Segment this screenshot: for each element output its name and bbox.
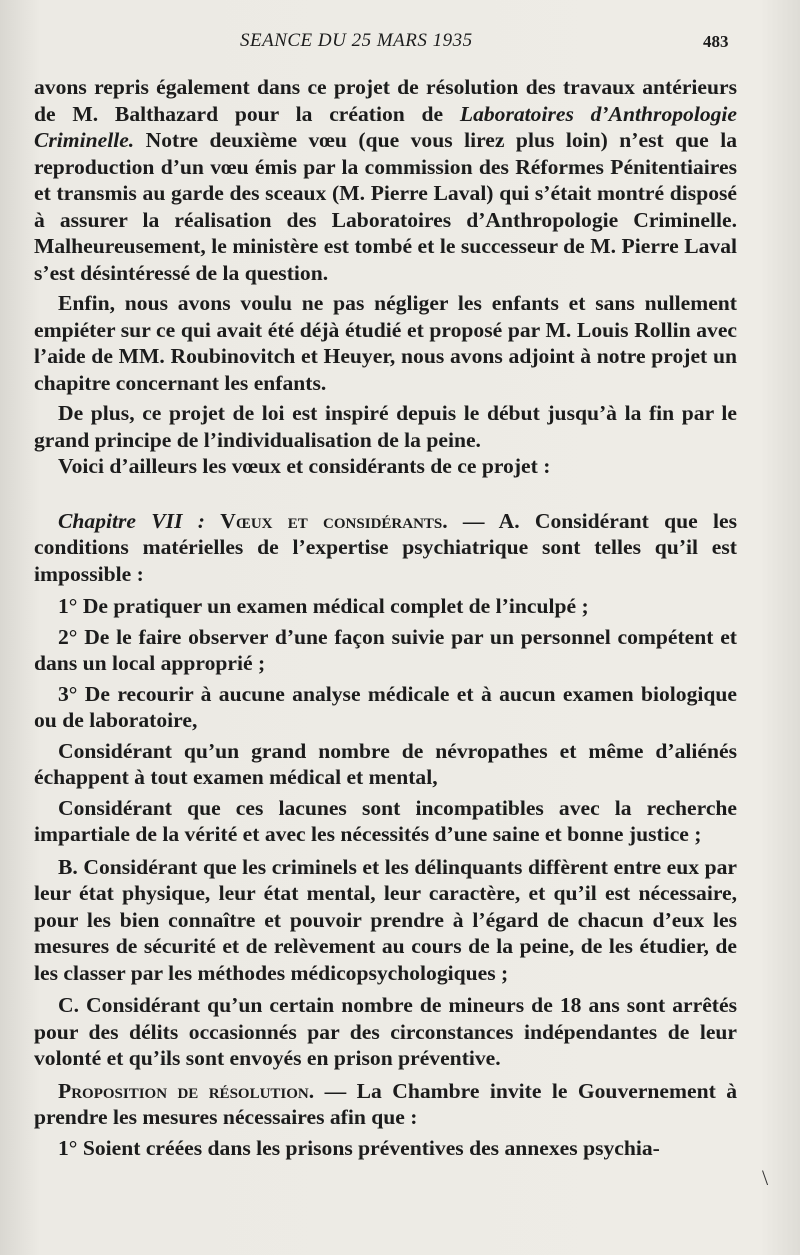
margin-mark: \ [762,1165,769,1190]
paragraph-children: Enfin, nous avons voulu ne pas négliger les enfants et sans nullement empiéter sur ce qui avait été déjà étudié et proposé par M. Louis Rollin avec l’aide de MM. Roubinovitch et Heuyer, nous avons adjoint à notre projet un chapitre concernant les enfants. [34,291,737,395]
section-c: C. Considérant qu’un certain nombre de mineurs de 18 ans sont arrêtés pour des délits occasionnés par des circonstances indépendantes de leur volonté et qu’ils sont envoyés en prison préventive. [34,993,737,1070]
list-item: 1° De pratiquer un examen médical complet de l’inculpé ; [58,594,589,618]
running-head [0,30,800,56]
paragraph-intro: Voici d’ailleurs les vœux et considérants de ce projet : [58,454,551,478]
proposition-heading: Proposition de résolution. [58,1078,315,1103]
last-line: 1° Soient créées dans les prisons préventives des annexes psychia- [58,1135,660,1160]
italic-term: Laboratoires d’Anthropologie Criminelle. [34,101,738,152]
list-item: 3° De recourir à aucune analyse médicale et à aucun examen biologique ou de laboratoire, [34,681,737,732]
proposition-paragraph: Proposition de résolution. — La Chambre invite le Gouvernement à prendre les mesures nécessaires afin que : [34,1078,737,1129]
section-b: B. Considérant que les criminels et les délinquants diffèrent entre eux par leur état physique, leur état mental, leur caractère, et qu’il est nécessaire, pour les bien connaître et pouvoir prendre à l’égard de chacun d’eux les mesures de sécurité et de relèvement au cours de la peine, de les étudier, de les classer par les méthodes médicopsychologiques ; [34,854,737,985]
chapter-label: Chapitre VII : [58,508,205,533]
chapter-heading: Vœux et considérants. [220,508,448,533]
paragraph-continuation: avons repris également dans ce projet de résolution des travaux antérieurs de M. Balthazard pour la création de Laboratoires d’Anthropologie Criminelle. Notre deuxième vœu (que vous lirez plus loin) n’est que la reproduction d’un vœu émis par la commission des Réformes Pénitentiaires et transmis au garde des sceaux (M. Pierre Laval) qui s’était montré disposé à assurer la réalisation des Laboratoires d’Anthropologie Criminelle. Malheureusement, le ministère est tombé et le successeur de M. Pierre Laval s’est désintéressé de la question. [34,75,738,285]
body-text [34,74,737,1161]
considerant-paragraph: Considérant que ces lacunes sont incompatibles avec la recherche impartiale de la vérité et avec les nécessités d’une saine et bonne justice ; [34,795,737,846]
considerant-paragraph: Considérant qu’un grand nombre de névropathes et même d’aliénés échappent à tout examen médical et mental, [34,738,737,789]
list-item: 2° De le faire observer d’une façon suivie par un personnel compétent et dans un local approprié ; [34,624,737,675]
running-title: SEANCE DU 25 MARS 1935 [240,30,473,51]
chapter-paragraph: Chapitre VII : Vœux et considérants. — A. Considérant que les conditions matérielles de l’expertise psychiatrique sont telles qu’il est impossible : [34,508,737,586]
page-number: 483 [703,32,729,51]
paragraph-principle: De plus, ce projet de loi est inspiré depuis le début jusqu’à la fin par le grand principe de l’individualisation de la peine. [34,401,737,452]
